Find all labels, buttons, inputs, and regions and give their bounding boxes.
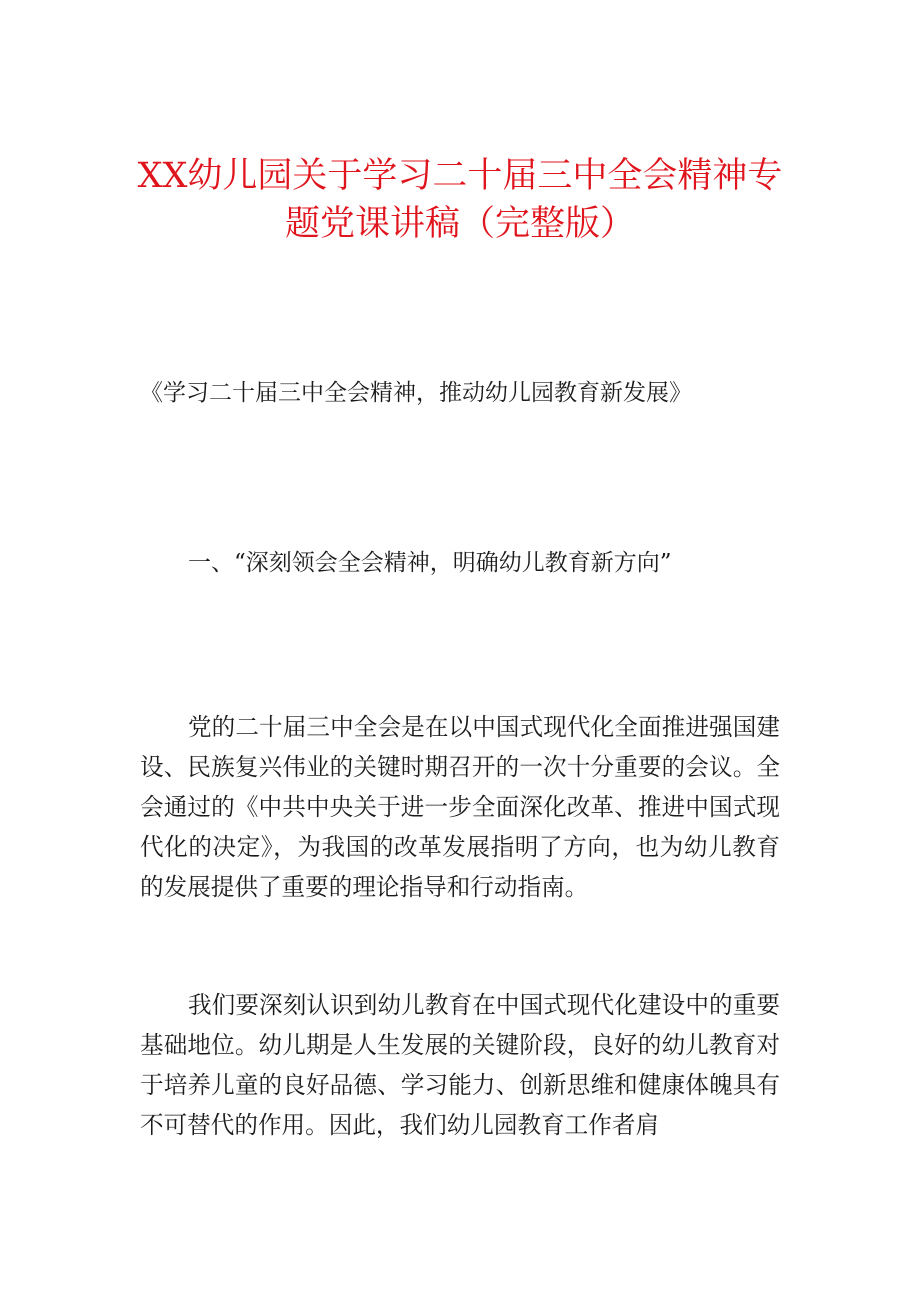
section-heading: 一、“深刻领会全会精神，明确幼儿教育新方向”: [188, 550, 672, 576]
body-paragraph: 我们要深刻认识到幼儿教育在中国式现代化建设中的重要基础地位。幼儿期是人生发展的关键阶段，良好的幼儿教育对于培养儿童的良好品德、学习能力、创新思维和健康体魄具有不可替代的作用。因此，我们幼儿园教育工作者肩: [140, 991, 780, 1139]
body-paragraph: 党的二十届三中全会是在以中国式现代化全面推进强国建设、民族复兴伟业的关键时期召开的一次十分重要的会议。全会通过的《中共中央关于进一步全面深化改革、推进中国式现代化的决定》，为我国的改革发展指明了方向，也为幼儿教育的发展提供了重要的理论指导和行动指南。: [140, 713, 780, 901]
document-title-line-2: 题党课讲稿（完整版）: [284, 204, 635, 244]
document-subtitle: 《学习二十届三中全会精神，推动幼儿园教育新发展》: [140, 380, 692, 406]
document-title-line-1: XX幼儿园关于学习二十届三中全会精神专: [137, 156, 783, 196]
